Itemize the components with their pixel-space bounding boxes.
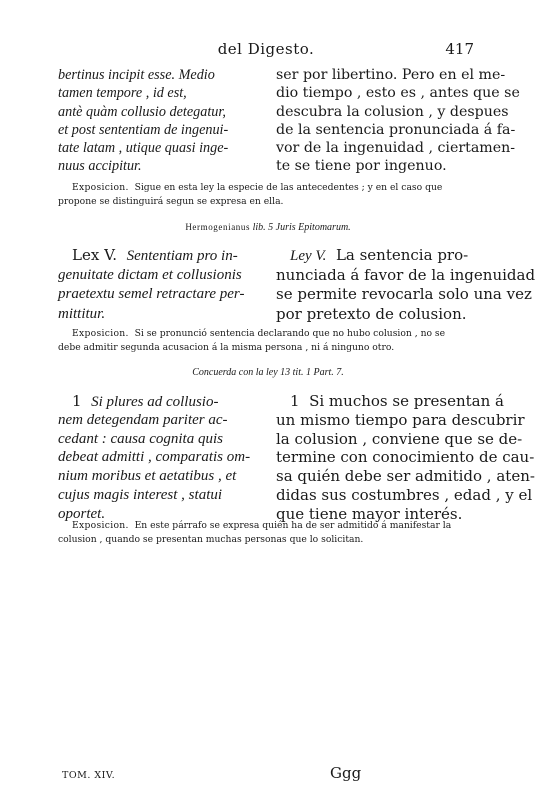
latin-line: cujus magis interest , statui [58,486,223,503]
spanish-line: La sentencia pro- [335,246,469,264]
spanish-line: Si muchos se presentan á [309,392,504,410]
latin-column-1 [58,66,260,176]
running-title: del Digesto. [217,40,315,58]
spanish-line: de la sentencia pronunciada á fa- [276,121,516,138]
note-line: Sigue en esta ley la especie de las antecedentes ; y en el caso que [134,182,443,193]
spanish-line: dio tiempo , esto es , antes que se [276,85,520,102]
page-number: 417 [445,40,474,58]
latin-line: Sententiam pro in- [126,248,238,264]
latin-column-lex5 [58,246,260,324]
latin-column-para1 [58,392,260,524]
spanish-line: didas sus costumbres , edad , y el [276,485,533,504]
ley-label: Ley V. [290,248,327,264]
latin-line: et post sententiam de ingenui- [58,121,229,138]
latin-line: nium moribus et aetatibus , et [58,468,237,485]
note-line: debe admitir segunda acusacion á la misma persona , ni á ninguno otro. [58,342,395,353]
note-line: Si se pronunció sentencia declarando que no hubo colusion , no se [134,328,446,339]
spanish-line: termine con conocimiento de cau- [276,448,535,467]
exposicion-note-2 [58,327,478,355]
exposicion-note-3 [58,519,478,547]
source-work: lib. 5 Juris Epitomarum. [252,222,351,233]
latin-line: debeat admitti , comparatis om- [58,449,251,466]
latin-line: antè quàm collusio detegatur, [58,103,226,120]
spanish-line: por pretexto de colusion. [276,304,467,323]
source-heading [58,222,478,233]
note-label: Exposicion. [72,328,129,339]
concordance-line: Concuerda con la ley 13 tit. 1 Part. 7. [192,367,344,378]
spanish-line: un mismo tiempo para descubrir [276,410,525,429]
spanish-line: sa quién debe ser admitido , aten- [276,467,535,486]
para-number: 1 [290,392,300,410]
latin-line: oportet. [58,505,106,522]
latin-line: Si plures ad collusio- [91,394,219,410]
spanish-line: descubra la colusion , y despues [276,103,509,120]
spanish-column-lex5 [276,246,535,324]
note-label: Exposicion. [72,520,129,531]
note-line: propone se distinguirá segun se expresa en ella. [58,196,284,207]
latin-line: bertinus incipit esse. Medio [58,67,215,83]
latin-line: tamen tempore , id est, [58,85,187,102]
lex-label: Lex V. [72,246,118,264]
spanish-column-1 [276,66,520,176]
note-line: En este párrafo se expresa quién ha de ser admitido á manifestar la [134,520,452,531]
spanish-column-para1 [276,392,535,524]
note-label: Exposicion. [72,182,129,193]
latin-line: praetextu semel retractare per- [58,286,245,302]
volume-mark: TOM. XIV. [62,770,116,781]
spanish-line: ser por libertino. Pero en el me- [276,67,506,83]
spanish-line: vor de la ingenuidad , ciertamen- [276,140,516,157]
latin-line: nuus accipitur. [58,158,142,175]
note-line: colusion , quando se presentan muchas personas que lo solicitan. [58,534,364,545]
source-author: Hermogenianus [185,222,251,232]
exposicion-note-1 [58,181,478,209]
latin-line: tate latam , utique quasi inge- [58,140,229,157]
latin-line: genuitate dictam et collusionis [58,266,242,283]
spanish-line: que tiene mayor interés. [276,504,463,523]
latin-line: nem detegendam pariter ac- [58,411,228,428]
para-number: 1 [72,392,82,410]
latin-line: mittitur. [58,305,106,322]
spanish-line: se permite revocarla solo una vez [276,285,532,303]
spanish-line: te se tiene por ingenuo. [276,158,447,175]
spanish-line: la colusion , conviene que se de- [276,429,523,448]
spanish-line: nunciada á favor de la ingenuidad [276,265,535,284]
latin-line: cedant : causa cognita quis [58,430,223,447]
signature-mark: Ggg [330,764,362,782]
